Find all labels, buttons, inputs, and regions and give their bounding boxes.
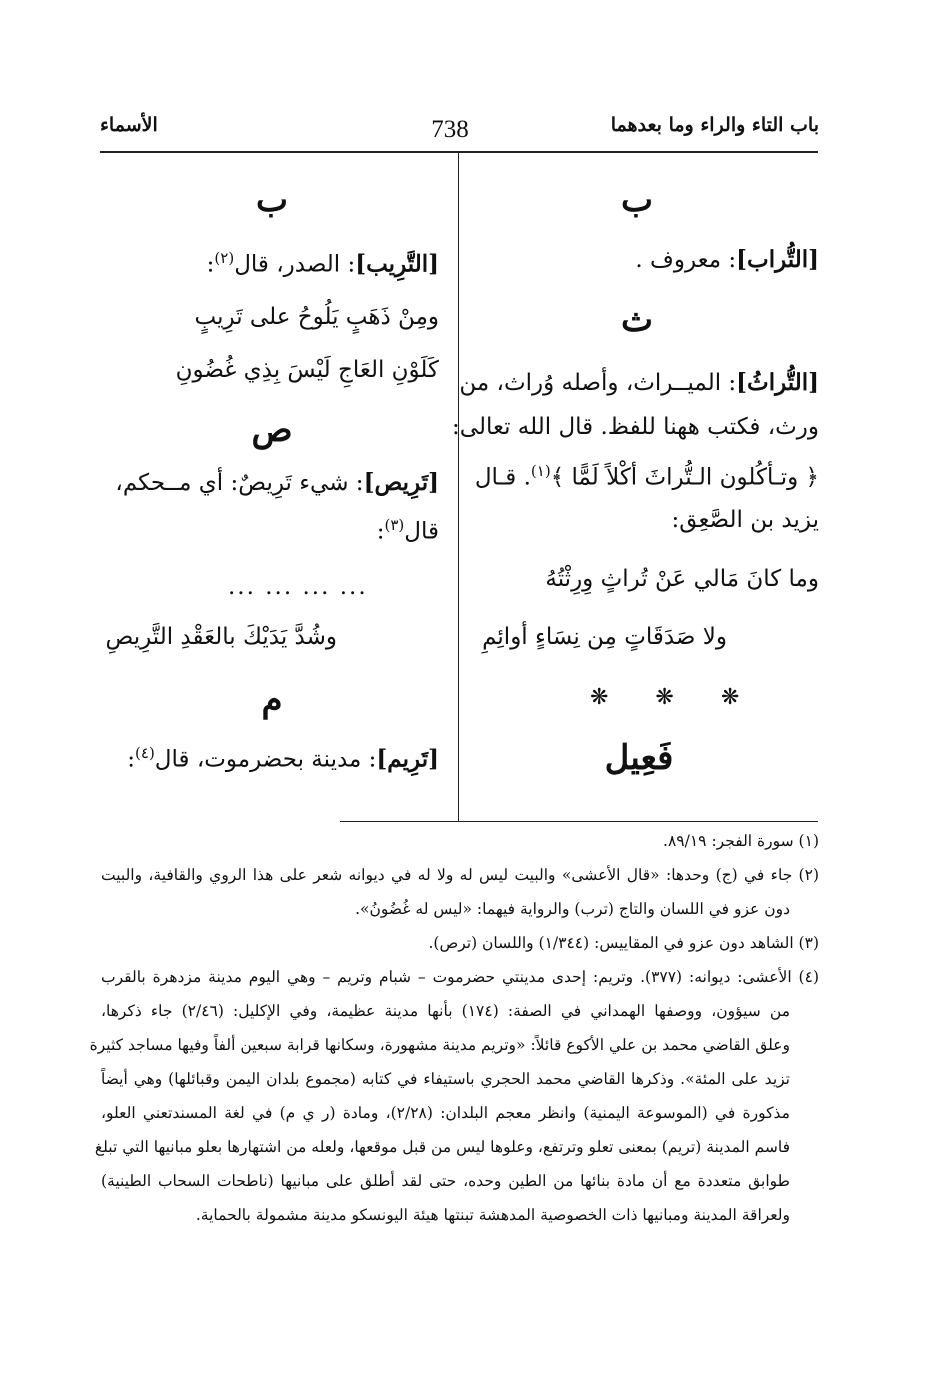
punct: : [127,746,136,773]
headword: [تَرِيص] [363,469,439,496]
punct: : [206,251,215,278]
entry-turab [635,245,819,275]
definition: : الميــراث، وأصله وُراث، من [459,370,737,396]
footnote-4-cont: من سيؤون، ووصفها الهمداني في الصفة: (١٧٤) بأنها مدينة عظيمة، وفي الإكليل: (٢/٤٦) جاء ذكرها، [101,1002,791,1020]
ellipsis-line: ... ... ... ... [228,574,368,600]
footnote-1: (١) سورة الفجر: ٨٩/١٩. [663,832,819,850]
verse-line: وشُدَّ يَدَيْكَ بالعَقْدِ التَّرِيصِ [105,624,337,650]
chapter-title: باب التاء والراء وما بعدهما [610,114,819,136]
punct: : [376,518,385,545]
headword: [التُّراب] [736,246,819,273]
footnote-ref: (١) [530,462,551,480]
verse-line: ومِنْ ذَهَبٍ يَلُوحُ على تَرِيبٍ [194,304,439,330]
headword: [التَّرِيب] [355,250,439,278]
entry-taris-line-2 [377,510,439,547]
letter-heading-ba: ب [620,180,653,220]
page-number: 738 [431,116,469,143]
letter-heading-sad: ص [251,410,293,450]
text-tail: . قـال [474,464,531,491]
definition: : معروف . [635,247,737,273]
footnote-4-cont: تزيد على المئة». وذكرها القاضي محمد الحجري باستيفاء في كتابه (مجموع بلدان اليمن وقبائلها) وهي أيضاً [101,1070,790,1088]
text: قال [404,518,439,545]
headword: [تَرِيم] [376,745,439,773]
footnote-ref: (٢) [214,249,235,267]
entry-turath-line-4: يزيد بن الصَّعِق: [671,507,819,533]
letter-heading-tha: ث [620,300,653,340]
entry-turath [459,368,819,398]
footnote-4-cont: وعلق القاضي محمد بن علي الأكوع قائلاً: «وتريم مدينة مشهورة، وسكانها قرابة سبعين ألفاً وفيها مساجد كثيرة [89,1036,790,1054]
footnote-4-cont: طوابق متعددة مع أن مادة بنائها من الطين وحده، حتى لقد أطلق على مبانيها (ناطحات السحاب الطينية) [101,1172,790,1190]
footnote-4: (٤) الأعشى: ديوانه: (٣٧٧). وتريم: إحدى مدينتي حضرموت – شبام وتريم – وهي اليوم مدينة مزدهرة بالقرب [101,968,819,986]
definition: : مدينة بحضرموت، قال [154,746,377,773]
footnote-4-cont: ولعراقة المدينة ومبانيها ذات الخصوصية المدهشة تبنتها هيئة اليونسكو مدينة مشمولة بالحماية. [195,1206,790,1224]
letter-heading-ba: ب [255,180,288,220]
header-rule [100,151,818,153]
footnote-ref: (٤) [135,744,155,762]
entry-turath-line-3 [475,456,819,493]
definition: : شيء تَرِيصٌ: أي مــحكم، [115,470,364,496]
footnote-rule [340,821,818,822]
ornament-stars: ❋ ❋ ❋ [590,685,760,710]
definition: : الصدر، قال [234,251,356,278]
verse-line: كَلَوْنِ العَاجِ لَيْسَ بِذِي غُضُونِ [175,357,439,383]
footnote-3: (٣) الشاهد دون عزو في المقاييس: (١/٣٤٤) واللسان (ترص). [428,934,819,952]
headword: [التُّراثُ] [736,369,819,396]
entry-tarib [207,243,439,280]
entry-turath-line-2: ورث، فكتب ههنا للفظ. قال الله تعالى: [452,414,819,440]
pattern-heading: فَعِيل [604,738,674,778]
footnote-4-cont: فاسم المدينة (تريم) بمعنى تعلو وترتفع، وعلوها ليس من قبل موقعها، ولعله من اشتهارها بعلو مبانيها التي تبلغ [94,1138,790,1156]
section-title: الأسماء [100,114,158,136]
footnote-ref: (٣) [384,516,405,534]
column-divider [458,153,459,821]
footnote-4-cont: مذكورة في (الموسوعة اليمنية) وانظر معجم البلدان: (٢/٢٨)، ومادة (ر ي م) في لغة المسندتعني العلو، [101,1104,790,1122]
entry-taris [115,468,439,498]
verse-line: ولا صَدَقَاتٍ مِن نِسَاءٍ أوائِمِ [482,624,727,650]
quran-quote: ﴿ وتـأكُلون الـتُّراثَ أكْلاً لَمًّا ﴾ [550,464,819,491]
verse-line: وما كانَ مَالي عَنْ تُراثٍ وِرِثْتُهُ [545,566,819,592]
footnote-2: (٢) جاء في (ج) وحدها: «قال الأعشى» والبيت ليس له ولا له في ديوانه شعر على هذا الروي والقافية، والبيت [101,866,819,884]
footnote-2-cont: دون عزو في اللسان والتاج (ترب) والرواية فيهما: «ليس له غُضُونُ». [355,900,790,918]
letter-heading-mim: م [261,680,283,720]
entry-tarim [127,738,439,775]
